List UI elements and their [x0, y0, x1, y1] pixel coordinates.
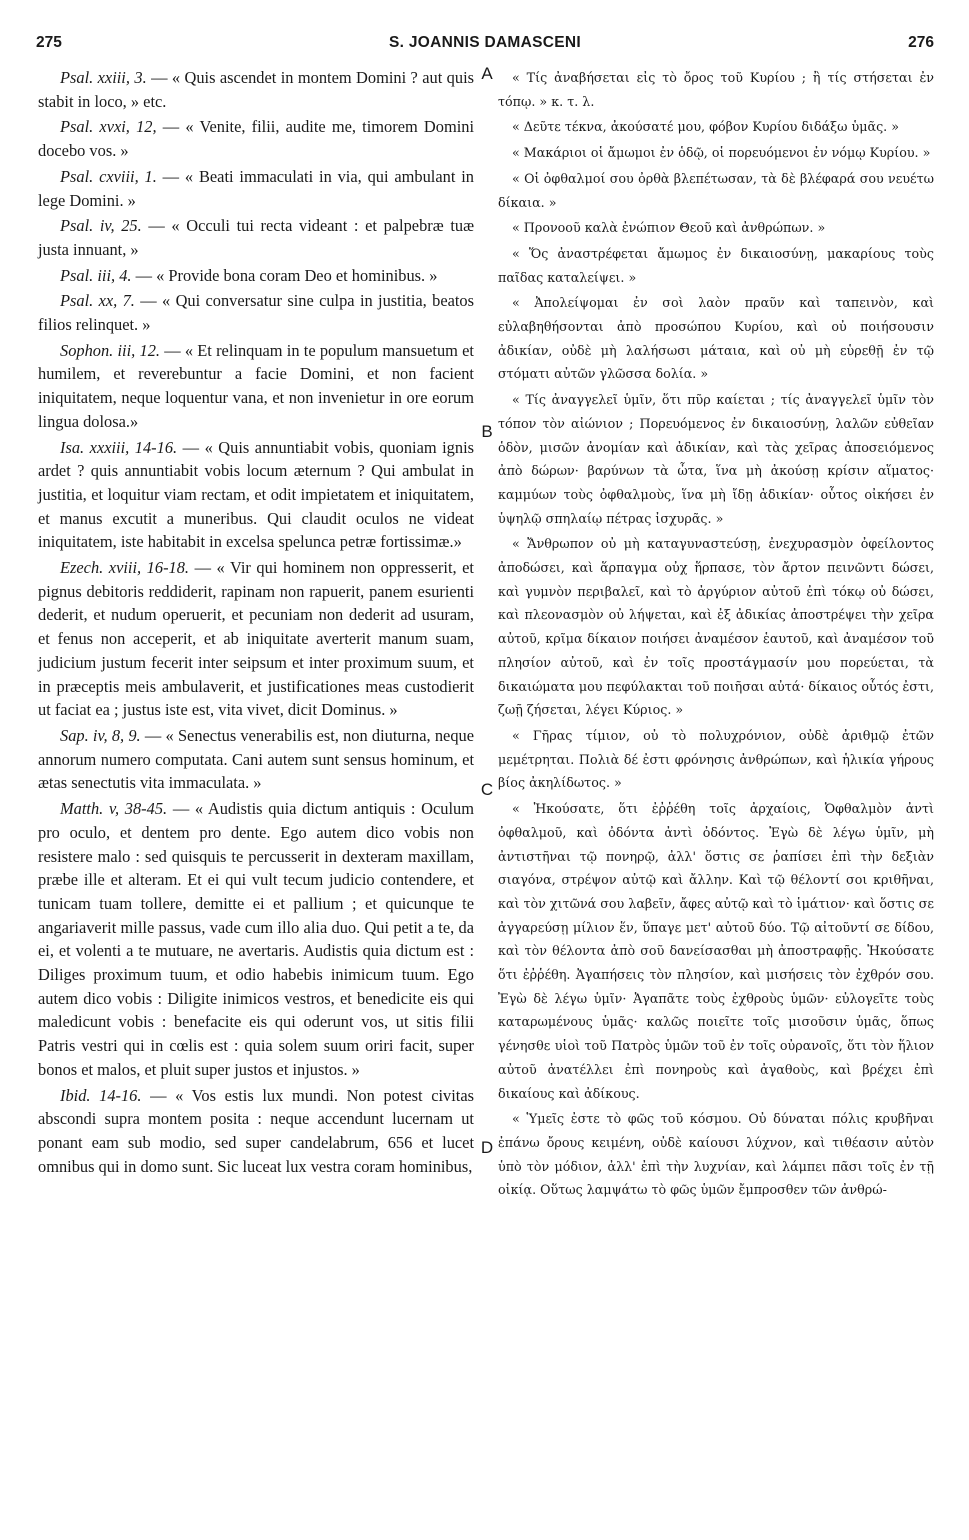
- citation: Matth. v, 38-45.: [60, 799, 168, 819]
- latin-text: — « Audistis quia dictum antiquis : Oculum pro oculo, et dentem pro dente. Ego autem dico vobis non resistere malo : sed quisquis te percusserit in dexteram maxillam, præbe ille et alteram. Et ei qui vult tecum judicio contendere, et tunicam tuam tollere, demitte ei et pallium ; et quicunque te angariaverit mille passus, vade cum illo alia duo. Qui petit a te, da ei, et volenti a te mutuare, ne avertaris. Audistis quia dictum est : Diliges proximum tuum, et odio habebis inimicum tuum. Ego autem dico vobis : Diligite inimicos vestros, et benedicite eis qui maledicunt vobis : benefacite eis qui oderunt vos, ut sitis filii Patris vestri qui in cœlis est : quia solem suum oriri facit, super bonos et malos, et pluit super justos et injustos. »: [38, 799, 474, 1079]
- latin-entry: [38, 724, 474, 795]
- greek-entry: « Ὑμεῖς ἐστε τὸ φῶς τοῦ κόσμου. Οὐ δύναται πόλις κρυβῆναι ἐπάνω ὄρους κειμένη, οὐδὲ καίουσι λύχνον, καὶ τιθέασιν αὐτὸν ὑπὸ τὸν μόδιον, ἀλλ' ἐπὶ τὴν λυχνίαν, καὶ λάμπει πᾶσι τοῖς ἐν τῇ οἰκίᾳ. Οὕτως λαμψάτω τὸ φῶς ὑμῶν ἔμπροσθεν τῶν ἀνθρώ-: [498, 1111, 934, 1198]
- latin-entry: [38, 289, 474, 336]
- citation: Psal. xvxi, 12,: [60, 117, 157, 137]
- latin-text: — « Senectus venerabilis est, non diuturna, neque annorum numero computata. Cani autem sunt sensus hominum, et ætas senectutis vita immaculata. »: [38, 725, 474, 793]
- latin-text: — « Qui conversatur sine culpa in justitia, beatos filios relinquet. »: [38, 291, 474, 335]
- greek-entry: « Μακάριοι οἱ ἄμωμοι ἐν ὁδῷ, οἱ πορευόμενοι ἐν νόμῳ Κυρίου. »: [512, 145, 931, 161]
- greek-entry: « Ἄνθρωπον οὐ μὴ καταγυναστεύσῃ, ἐνεχυρασμὸν ὀφείλοντος ἀποδώσει, καὶ ἅρπαγμα οὐχ ἥρπασε, τὸν ἄρτον πεινῶντι δώσει, καὶ γυμνὸν περιβαλεῖ, καὶ τὸ ἀργύριον αὐτοῦ ἐπὶ τόκῳ οὐ δώσει, καὶ πλεονασμὸν οὐ λήψεται, καὶ ἐξ ἀδικίας ἀποστρέψει τὴν χεῖρα αὐτοῦ, κρῖμα δίκαιον ποιήσει ἀναμέσον ἑαυτοῦ, καὶ ἀναμέσον τοῦ πλησίον αὐτοῦ, καὶ ἐν τοῖς προστάγμασίν μου πορεύεται, τὰ δικαιώματα μου πεφύλακται τοῦ ποιῆσαι αὐτά· δίκαιος οὗτός ἐστι, ζωῇ ζήσεται, λέγει Κύριος. »: [498, 536, 934, 718]
- greek-entry: « Ἀπολείψομαι ἐν σοὶ λαὸν πραῦν καὶ ταπεινὸν, καὶ εὐλαβηθήσονται ἀπὸ προσώπου Κυρίου, καὶ οὐ ποιήσουσιν ἀδικίαν, οὐδὲ μὴ λαλήσωσι μάταια, καὶ οὐ μὴ εὑρεθῇ ἐν τῷ στόματι αὐτῶν γλῶσσα δολία. »: [498, 295, 934, 382]
- citation: Psal. iii, 4.: [60, 265, 132, 285]
- citation: Isa. xxxiii, 14-16.: [60, 437, 178, 457]
- greek-entry: « Οἱ ὀφθαλμοί σου ὀρθὰ βλεπέτωσαν, τὰ δὲ βλέφαρά σου νευέτω δίκαια. »: [498, 170, 934, 210]
- latin-entry: [38, 264, 474, 288]
- latin-text: — « Quis ascendet in montem Domini ? aut quis stabit in loco, » etc.: [38, 68, 475, 111]
- citation: Ezech. xviii, 16-18.: [60, 558, 190, 578]
- citation: Ibid. 14-16.: [60, 1085, 142, 1105]
- citation: Psal. xx, 7.: [60, 291, 135, 311]
- section-marker-d: D: [480, 1138, 494, 1157]
- greek-entry: « Ἠκούσατε, ὅτι ἐῤῥέθη τοῖς ἀρχαίοις, Ὀφθαλμὸν ἀντὶ ὀφθαλμοῦ, καὶ ὀδόντα ἀντὶ ὀδόντος. Ἐγὼ δὲ λέγω ὑμῖν, μὴ ἀντιστῆναι τῷ πονηρῷ, ἀλλ' ὅστις σε ῥαπίσει ἐπὶ τὴν δεξιὰν σιαγόνα, στρέψον αὐτῷ καὶ ἄλλην. Καὶ τῷ θέλοντί σοι κριθῆναι, καὶ τὸν χιτῶνά σου λαβεῖν, ἄφες αὐτῷ καὶ τὸ ἱμάτιον· καὶ ὅστις σε ἀγγαρεύσῃ μίλιον ἕν, ὕπαγε μετ' αὐτοῦ δύο. Τῷ αἰτοῦντί σε δίδου, καὶ τὸν θέλοντα ἀπὸ σοῦ δανείσασθαι μὴ ἀποστραφῇς. Ἠκούσατε ὅτι ἐῤῥέθη. Ἀγαπήσεις τὸν πλησίον, καὶ μισήσεις τὸν ἐχθρόν σου. Ἐγὼ δὲ λέγω ὑμῖν· Ἀγαπᾶτε τοὺς ἐχθροὺς ὑμῶν· εὐλογεῖτε τοὺς καταρωμένους ὑμᾶς· καλῶς ποιεῖτε τοῖς μισοῦσιν ὑμᾶς, ὅπως γένησθε υἱοὶ τοῦ Πατρὸς ὑμῶν τοῦ ἐν τοῖς οὐρανοῖς, ὅτι τὸν ἥλιον αὐτοῦ ἀνατέλλει ἐπὶ πονηροὺς καὶ ἀγαθοὺς, καὶ βρέχει ἐπὶ δικαίους καὶ ἀδίκους.: [498, 801, 934, 1101]
- greek-entry: « Γῆρας τίμιον, οὐ τὸ πολυχρόνιον, οὐδὲ ἀριθμῷ ἐτῶν μεμέτρηται. Πολιὰ δέ ἐστι φρόνησις ἀνθρώπων, καὶ ἡλικία γήρους βίος ἀκηλίδωτος. »: [498, 727, 934, 791]
- latin-text: — « Vir qui hominem non oppresserit, et pignus debitoris reddiderit, rapinam non rapuerit, panem esurienti dederit, et nudum operuerit, et pecuniam non dederit ad usuram, et fenus non acceperit, et ab iniquitate averterit manum suam, judicium justum fecerit inter seipsum et inter proximum suum, et in præceptis meis ambulaverit, et justificationes meas custodierit ut faciat ea ; justus iste est, vita vivet, dicit Dominus. »: [38, 558, 474, 720]
- greek-entry: « Δεῦτε τέκνα, ἀκούσατέ μου, φόβον Κυρίου διδάξω ὑμᾶς. »: [512, 119, 899, 135]
- latin-text: — « Beati immaculati in via, qui ambulant in lege Domini. »: [38, 166, 474, 210]
- latin-entry: [38, 66, 474, 113]
- citation: Psal. cxviii, 1.: [60, 166, 157, 186]
- latin-entry: [38, 339, 474, 434]
- section-marker-b: B: [481, 422, 493, 441]
- greek-entry: « Ὅς ἀναστρέφεται ἄμωμος ἐν δικαιοσύνῃ, μακαρίους τοὺς παῖδας καταλείψει. »: [498, 245, 934, 285]
- section-marker-c: C: [480, 780, 494, 799]
- latin-text: — « Venite, filii, audite me, timorem Domini docebo vos. »: [38, 117, 474, 161]
- citation: Sophon. iii, 12.: [60, 340, 160, 360]
- running-title: S. JOANNIS DAMASCENI: [388, 34, 582, 51]
- greek-entry: « Τίς ἀναγγελεῖ ὑμῖν, ὅτι πῦρ καίεται ; τίς ἀναγγελεῖ ὑμῖν τὸν τόπον τὸν αἰώνιον ; Πορευόμενος ἐν δικαιοσύνῃ, λαλῶν εὐθεῖαν ὁδὸν, μισῶν ἀνομίαν καὶ ἀδικίαν, καὶ τὰς χεῖρας ἀποσειόμενος ἀπὸ δώρων· βαρύνων τὰ ὦτα, ἵνα μὴ ἀκούσῃ κρίσιν αἵματος· καμμύων τοὺς ὀφθαλμοὺς, ἵνα μὴ ἴδῃ ἀδικίαν· οὗτος οἰκήσει ἐν ὑψηλῷ σπηλαίῳ πέτρας ἰσχυρᾶς. »: [498, 392, 934, 526]
- latin-text: — « Quis annuntiabit vobis, quoniam ignis ardet ? quis annuntiabit vobis locum æternum ? Qui ambulat in justitia, et loquitur viam rectam, et odit impietatem et iniquitatem, et manus excutit a muneribus. Qui claudit oculos ne videat iniquitatem, iste habitabit in excelsa spelunca petræ fortissimæ.»: [38, 437, 475, 552]
- citation: Sap. iv, 8, 9.: [60, 725, 141, 745]
- greek-entry: « Προνοοῦ καλὰ ἐνώπιον Θεοῦ καὶ ἀνθρώπων. »: [512, 220, 826, 236]
- citation: Psal. iv, 25.: [60, 216, 142, 236]
- latin-text: — « Provide bona coram Deo et hominibus. »: [131, 265, 438, 285]
- latin-entry: [38, 436, 474, 555]
- greek-column: [498, 66, 934, 1204]
- greek-entry: « Τίς ἀναβήσεται εἰς τὸ ὄρος τοῦ Κυρίου ; ἢ τίς στήσεται ἐν τόπῳ. » κ. τ. λ.: [498, 70, 934, 109]
- citation: Psal. xxiii, 3.: [60, 68, 147, 87]
- latin-entry: [38, 1084, 474, 1179]
- section-marker-a: A: [481, 64, 493, 83]
- latin-column: [38, 66, 474, 1180]
- page-header: [36, 34, 934, 58]
- latin-entry: [38, 797, 474, 1081]
- latin-text: — « Occuli tui recta videant : et palpebræ tuæ justa innuant, »: [38, 216, 474, 259]
- latin-text: — « Vos estis lux mundi. Non potest civitas abscondi supra montem posita : neque accendunt lucernam ut ponant eam sub modio, sed super candelabrum, 656 et lucet omnibus qui in domo sunt. Sic luceat lux vestra coram hominibus,: [38, 1085, 475, 1176]
- latin-text: — « Et relinquam in te populum mansuetum et humilem, et reverebuntur a facie Domini, et non facient iniquitatem, neque loquentur vana, et non invenietur in ore eorum lingua dolosa.»: [38, 340, 474, 431]
- latin-entry: [38, 214, 474, 261]
- latin-entry: [38, 165, 474, 212]
- latin-entry: [38, 115, 474, 162]
- page-number-right: 276: [908, 34, 934, 51]
- latin-entry: [38, 556, 474, 722]
- page-number-left: 275: [36, 34, 62, 51]
